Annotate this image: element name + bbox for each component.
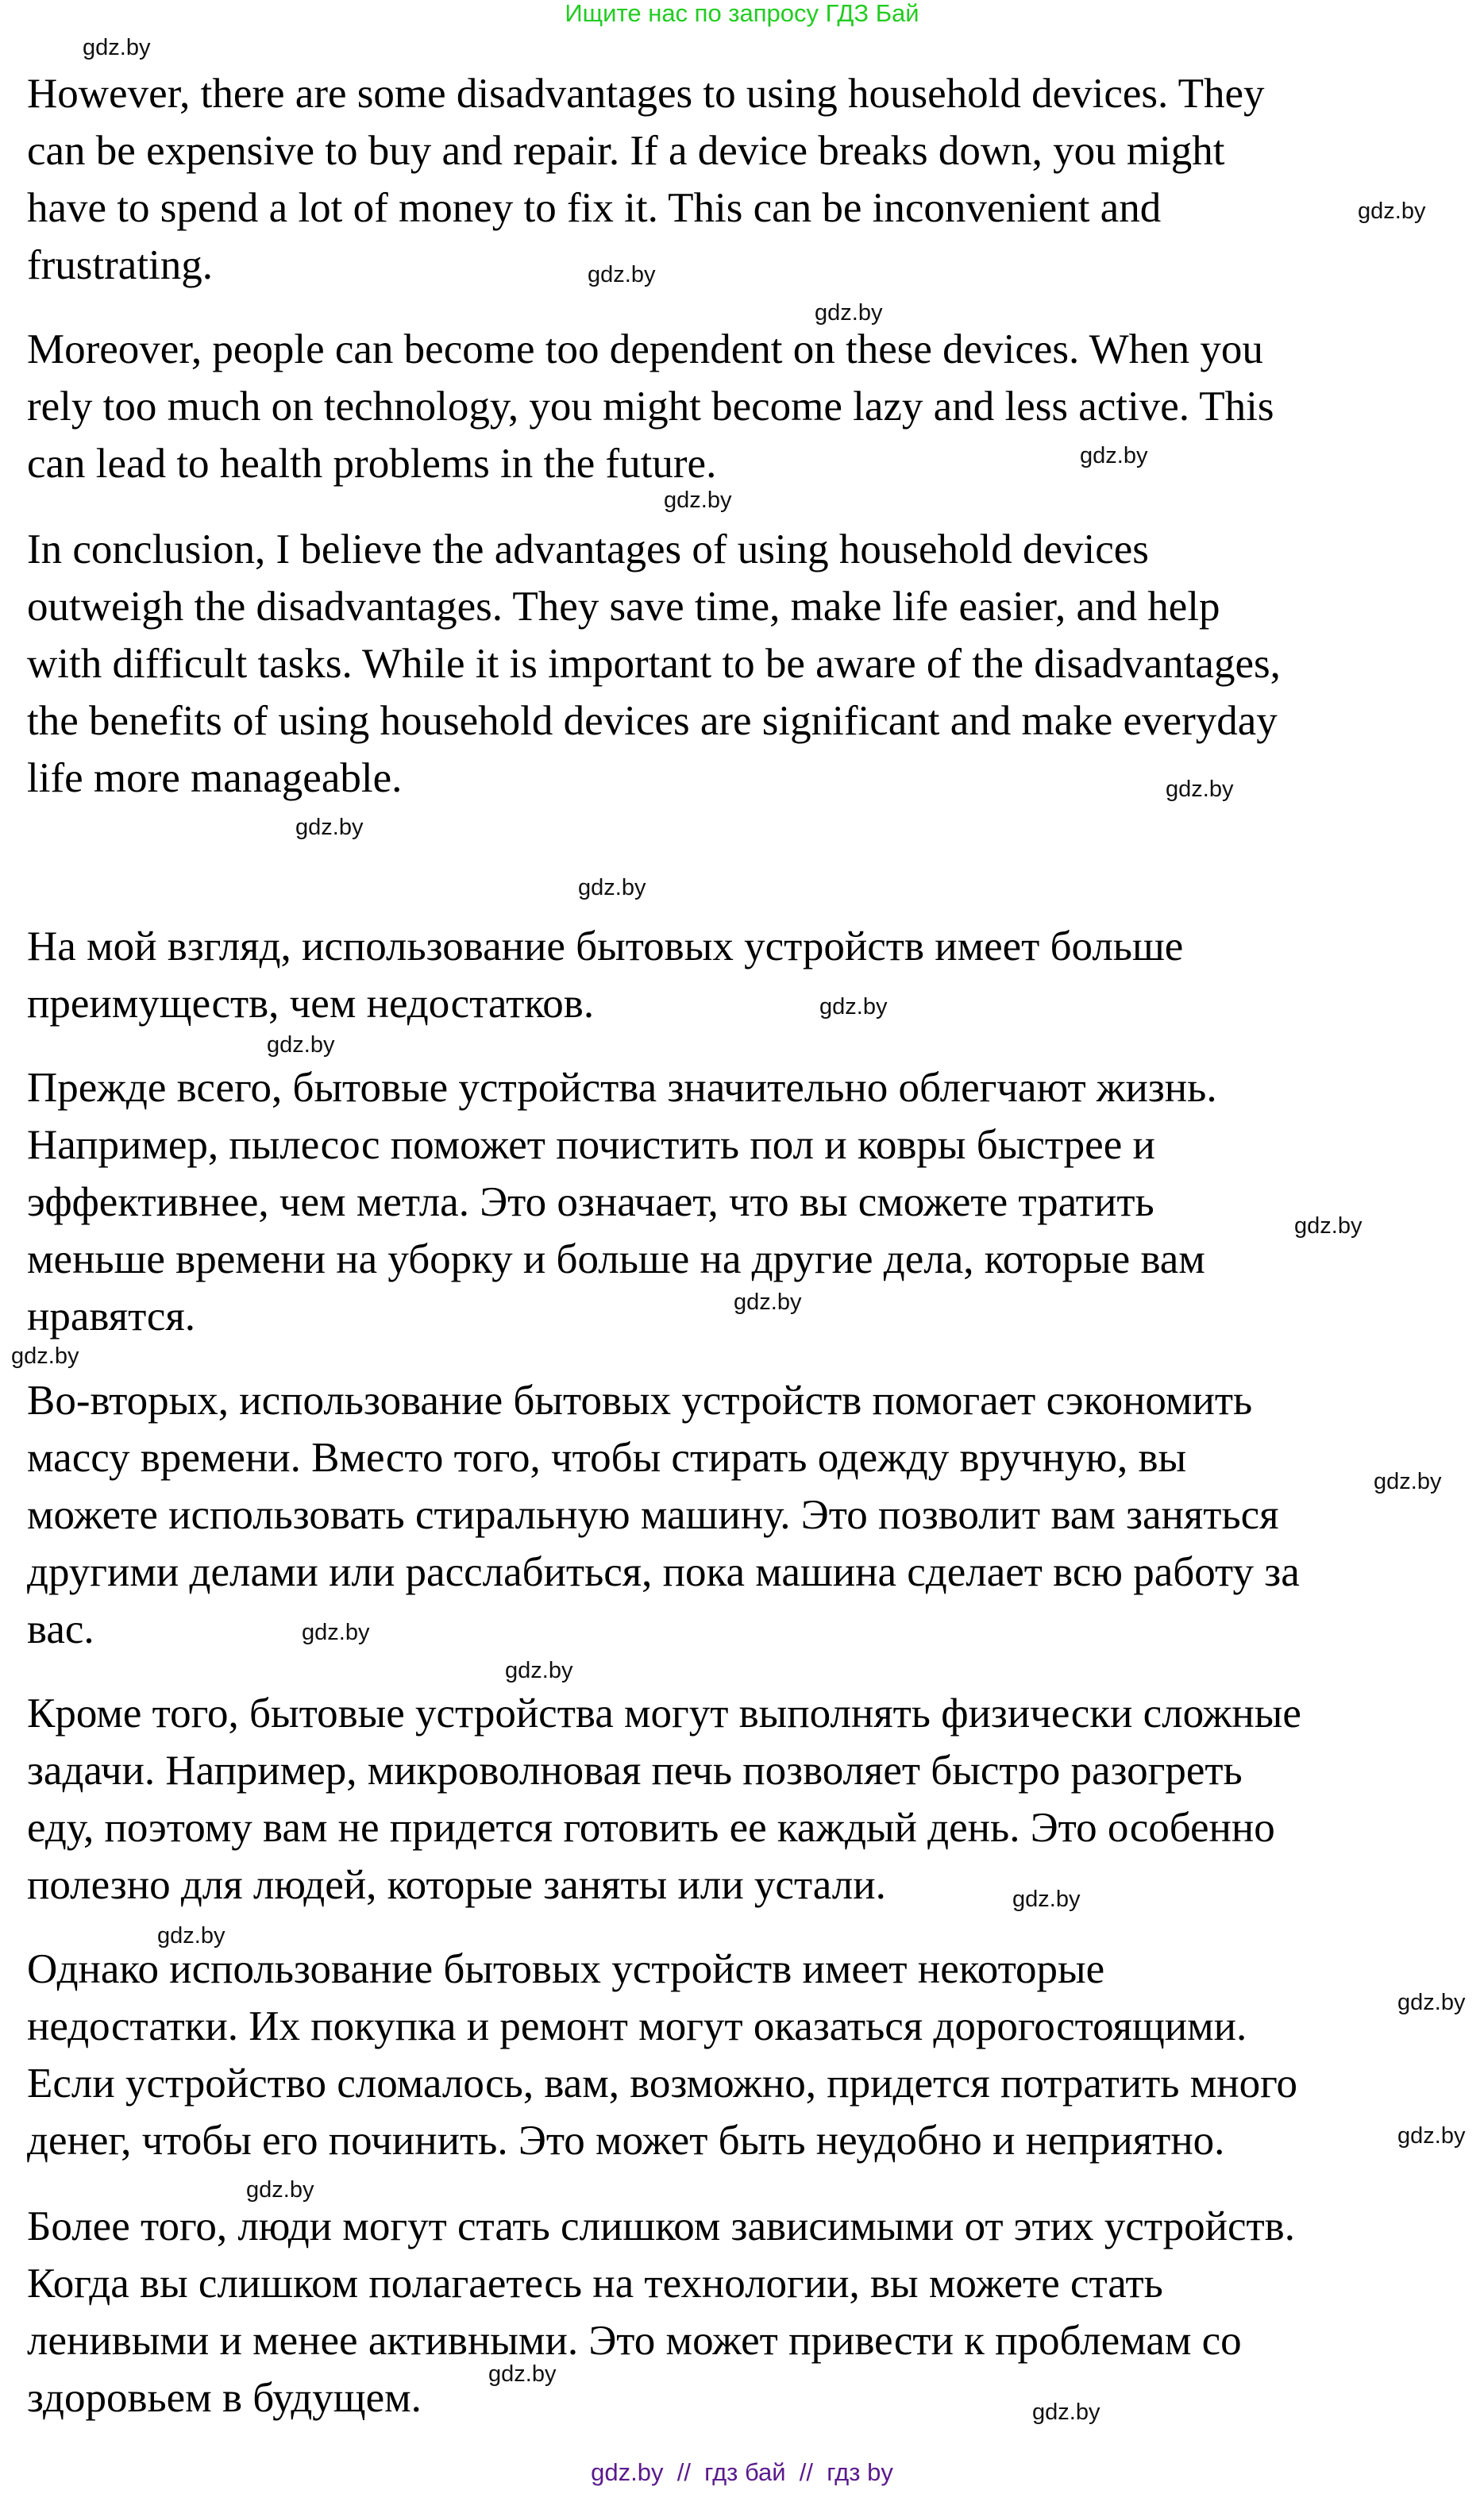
text-line: преимуществ, чем недостатков. [27,981,595,1027]
text-line: In conclusion, I believe the advantages of using household devices [27,526,1149,572]
watermark: gdz.by [83,35,151,60]
text-line: Например, пылесос поможет почистить пол и ковры быстрее и [27,1122,1155,1168]
text-line: can be expensive to buy and repair. If a device breaks down, you might [27,128,1225,174]
watermark: gdz.by [588,262,656,287]
paragraph [27,526,1281,816]
text-line: еду, поэтому вам не придется готовить ее каждый день. Это особенно [27,1805,1275,1851]
search-promo-banner: Ищите нас по запросу ГДЗ Бай [565,0,919,27]
paragraph [27,1378,1300,1667]
watermark: gdz.by [1012,1887,1081,1912]
watermark: gdz.by [267,1032,335,1058]
watermark: gdz.by [488,2361,557,2387]
text-line: However, there are some disadvantages to using household devices. They [27,71,1265,117]
text-line: Moreover, people can become too dependent on these devices. When you [27,326,1263,372]
text-line: frustrating. [27,242,214,288]
paragraph [27,1065,1217,1355]
watermark: gdz.by [664,488,732,513]
watermark: gdz.by [1080,443,1148,468]
text-line: массу времени. Вместо того, чтобы стирать одежду вручную, вы [27,1435,1187,1481]
text-line: life more manageable. [27,755,403,801]
text-line: здоровьем в будущем. [27,2375,422,2421]
watermark: gdz.by [1294,1213,1363,1239]
text-line: полезно для людей, которые заняты или устали. [27,1862,886,1908]
text-line: Кроме того, бытовые устройства могут выполнять физически сложные [27,1690,1301,1737]
watermark: gdz.by [734,1289,802,1315]
text-line: недостатки. Их покупка и ремонт могут оказаться дорогостоящими. [27,2003,1247,2049]
text-line: денег, чтобы его починить. Это может быть неудобно и неприятно. [27,2118,1225,2164]
text-line: На мой взгляд, использование бытовых устройств имеет больше [27,923,1184,969]
text-line: меньше времени на уборку и больше на другие дела, которые вам [27,1236,1205,1282]
text-line: задачи. Например, микроволновая печь позволяет быстро разогреть [27,1748,1243,1794]
watermark: gdz.by [11,1343,79,1369]
paragraph [27,1690,1301,1923]
watermark: gdz.by [505,1658,573,1683]
text-line: Во-вторых, использование бытовых устройств помогает сэкономить [27,1378,1253,1424]
text-line: Если устройство сломалось, вам, возможно, придется потратить много [27,2060,1298,2107]
text-line: rely too much on technology, you might become lazy and less active. This [27,384,1274,430]
text-line: Когда вы слишком полагаетесь на технологии, вы можете стать [27,2261,1163,2307]
watermark: gdz.by [246,2177,314,2203]
text-line: можете использовать стиральную машину. Это позволит вам заняться [27,1492,1279,1538]
watermark: gdz.by [578,875,646,900]
text-line: Прежде всего, бытовые устройства значительно облегчают жизнь. [27,1065,1217,1111]
paragraph [27,2203,1295,2436]
watermark: gdz.by [815,300,883,326]
watermark: gdz.by [1358,199,1426,224]
text-line: Более того, люди могут стать слишком зависимыми от этих устройств. [27,2203,1295,2249]
watermark: gdz.by [819,994,888,1020]
text-line: ленивыми и менее активными. Это может привести к проблемам со [27,2318,1242,2364]
watermark: gdz.by [295,815,364,840]
text-line: with difficult tasks. While it is important to be aware of the disadvantages, [27,641,1281,687]
text-line: вас. [27,1606,94,1652]
text-line: нравятся. [27,1293,196,1340]
paragraph [27,326,1274,502]
footer-watermark: gdz.by // гдз бай // гдз by [591,2458,893,2486]
watermark: gdz.by [1397,2123,1466,2149]
text-line: эффективнее, чем метла. Это означает, что вы сможете тратить [27,1179,1154,1225]
watermark: gdz.by [302,1620,370,1645]
text-line: outweigh the disadvantages. They save time, make life easier, and help [27,584,1220,630]
text-line: have to spend a lot of money to fix it. This can be inconvenient and [27,185,1162,231]
paragraph [27,1946,1298,2179]
text-line: can lead to health problems in the future. [27,441,717,487]
text-line: Однако использование бытовых устройств имеет некоторые [27,1946,1105,1992]
watermark: gdz.by [1166,777,1234,802]
text-line: the benefits of using household devices are significant and make everyday [27,698,1278,744]
watermark: gdz.by [1397,1990,1466,2015]
watermark: gdz.by [1374,1469,1442,1494]
watermark: gdz.by [1032,2400,1100,2425]
paragraph [27,923,1184,1042]
text-line: другими делами или расслабиться, пока машина сделает всю работу за [27,1549,1300,1595]
watermark: gdz.by [157,1923,225,1949]
